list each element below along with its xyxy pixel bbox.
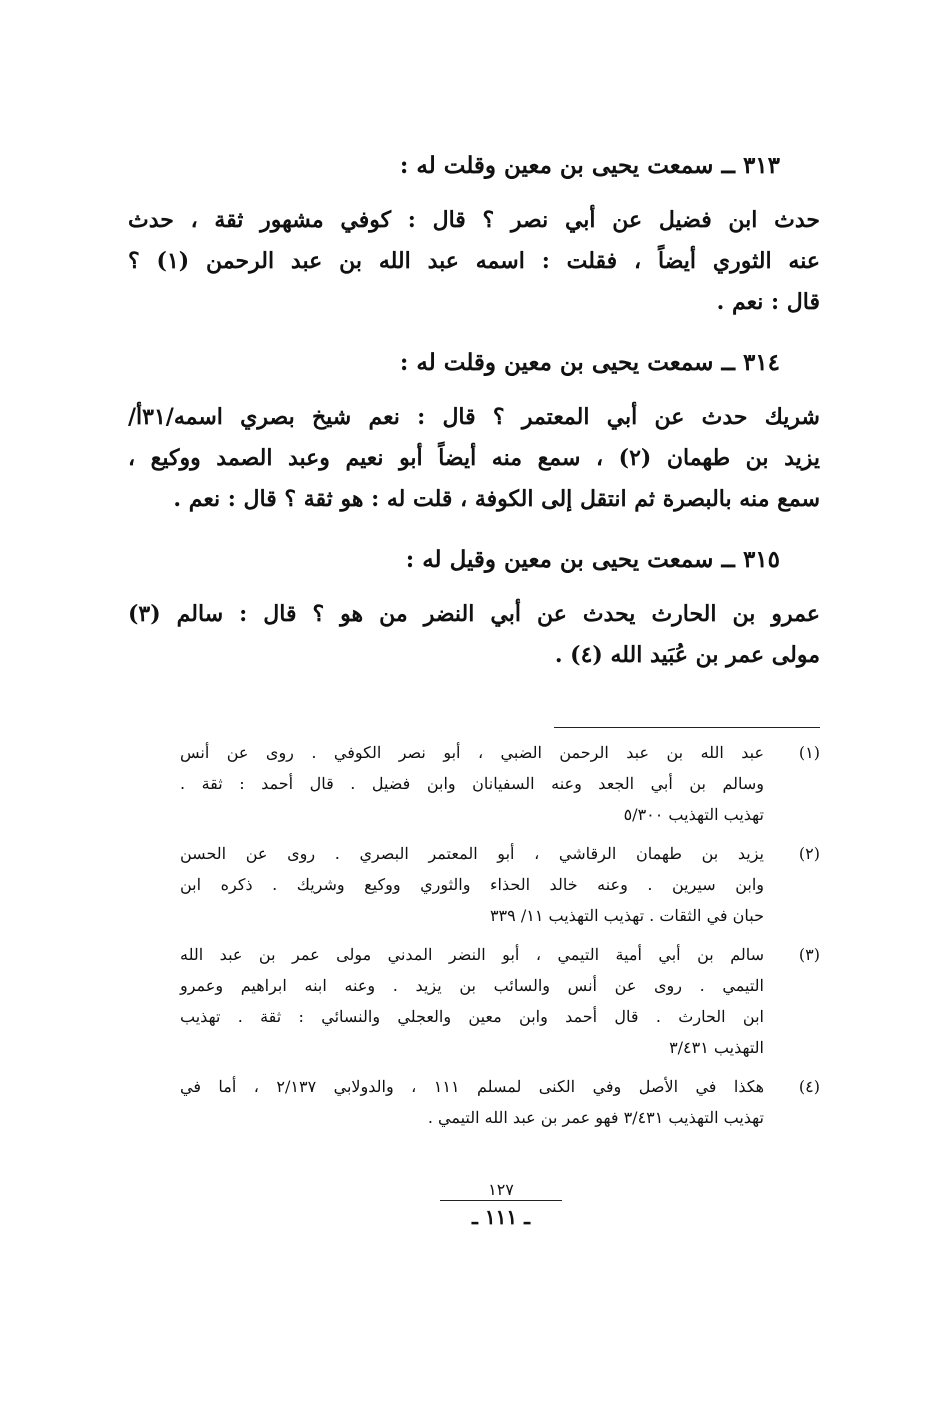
footnote-number: (٣)	[798, 945, 820, 964]
footnote-number: (١)	[798, 743, 820, 762]
text-line: شريك حدث عن أبي المعتمر ؟ قال : نعم شيخ بصري اسمه/٣١أ/	[128, 404, 820, 430]
entry-body	[128, 397, 820, 520]
footnote-line: التيمي . روى عن أنس والسائب بن يزيد . وعنه ابنه ابراهيم وعمرو	[180, 976, 764, 995]
footnote-line: وسالم بن أبي الجعد وعنه السفيانان وابن فضيل . قال أحمد : ثقة .	[180, 774, 764, 793]
entry-body	[128, 594, 820, 676]
footnote-line: حبان في الثقات . تهذيب التهذيب ١١/ ٣٣٩	[489, 906, 764, 925]
footnote-3	[180, 939, 820, 1063]
footnote-1	[180, 737, 820, 830]
footnote-line: عبد الله بن عبد الرحمن الضبي ، أبو نصر الكوفي . روى عن أنس	[180, 743, 764, 762]
footnote-line: سالم بن أبي أمية التيمي ، أبو النضر المدني مولى عمر بن عبد الله	[180, 945, 764, 964]
entry-315	[128, 540, 820, 676]
footnote-2	[180, 838, 820, 931]
footnotes	[180, 737, 820, 1141]
text-line: مولى عمر بن عُبَيد الله (٤) .	[554, 642, 820, 668]
footnote-line: وابن سيرين . وعنه خالد الحذاء والثوري ووكيع وشريك . ذكره ابن	[180, 875, 764, 894]
entry-heading: ٣١٣ ــ سمعت يحيى بن معين وقلت له :	[399, 152, 780, 179]
page-number-lower: ـ ١١١ ـ	[472, 1205, 530, 1229]
footnote-divider	[554, 727, 820, 728]
text-line: قال : نعم .	[716, 289, 820, 315]
entry-heading: ٣١٤ ــ سمعت يحيى بن معين وقلت له :	[399, 349, 780, 376]
text-line: عنه الثوري أيضاً ، فقلت : اسمه عبد الله بن عبد الرحمن (١) ؟	[128, 248, 820, 274]
text-line: عمرو بن الحارث يحدث عن أبي النضر من هو ؟ قال : سالم (٣)	[128, 601, 820, 627]
main-text	[128, 146, 820, 696]
entry-313	[128, 146, 820, 323]
page-number-upper: ١٢٧	[440, 1180, 562, 1201]
text-line: حدث ابن فضيل عن أبي نصر ؟ قال : كوفي مشهور ثقة ، حدث	[128, 207, 820, 233]
footnote-number: (٢)	[798, 844, 820, 863]
footnote-line: يزيد بن طهمان الرقاشي ، أبو المعتمر البصري . روى عن الحسن	[180, 844, 764, 863]
footnote-text	[180, 939, 764, 1063]
footnote-line: هكذا في الأصل وفي الكنى لمسلم ١١١ ، والدولابي ٢/١٣٧ ، أما في	[180, 1077, 765, 1096]
footnote-text	[180, 838, 764, 931]
text-line: سمع منه بالبصرة ثم انتقل إلى الكوفة ، قلت له : هو ثقة ؟ قال : نعم .	[173, 486, 820, 512]
footnote-text	[180, 737, 764, 830]
entry-body	[128, 200, 820, 323]
text-line: يزيد بن طهمان (٢) ، سمع منه أيضاً أبو نعيم وعبد الصمد ووكيع ،	[128, 445, 820, 471]
entry-314	[128, 343, 820, 520]
footnote-4	[180, 1071, 820, 1133]
footnote-line: ابن الحارث . قال أحمد وابن معين والعجلي والنسائي : ثقة . تهذيب	[180, 1007, 764, 1026]
entry-heading: ٣١٥ ــ سمعت يحيى بن معين وقيل له :	[405, 546, 780, 573]
footnote-text	[180, 1071, 764, 1133]
footnote-line: التهذيب ٣/٤٣١	[669, 1038, 764, 1057]
footnote-line: تهذيب التهذيب ٣/٤٣١ فهو عمر بن عبد الله التيمي .	[427, 1108, 764, 1127]
footnote-number: (٤)	[798, 1077, 820, 1096]
footnote-line: تهذيب التهذيب ٥/٣٠٠	[623, 805, 764, 824]
